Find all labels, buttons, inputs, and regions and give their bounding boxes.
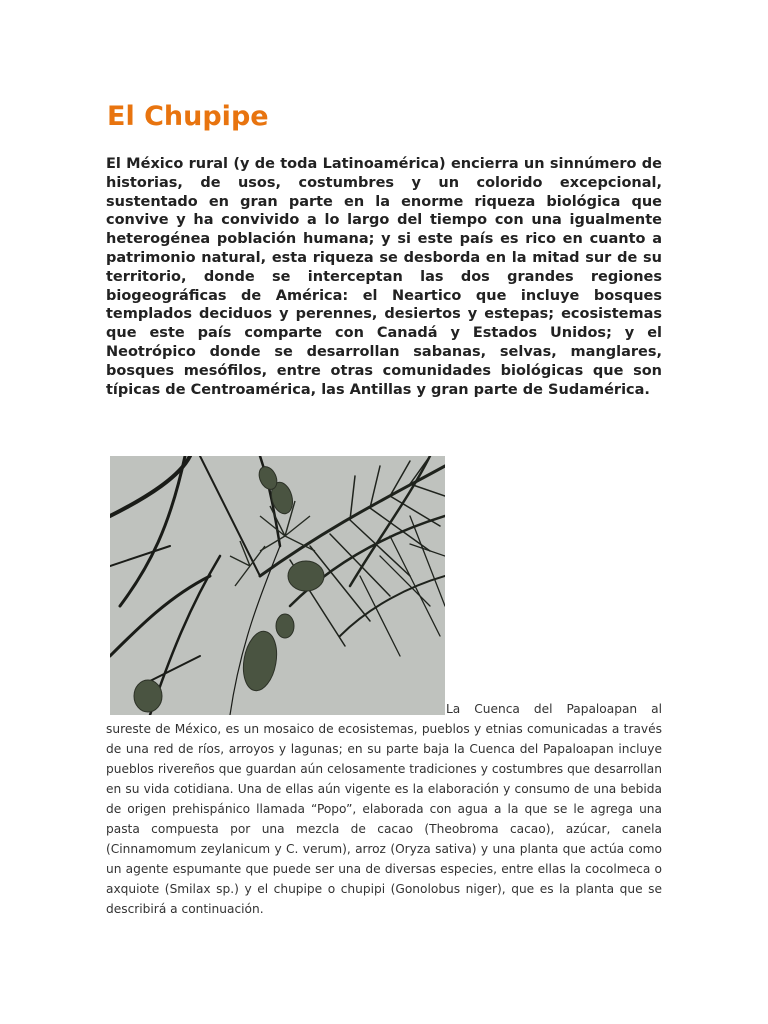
caption-paragraph: sureste de México, es un mosaico de ecosistemas, pueblos y etnias comunicadas a través de una red de ríos, arroyos y lagunas; en su parte baja la Cuenca del Papaloapan incluye pueblos rivereños que guardan aún celosamente tradiciones y costumbres que desarrollan en su vida cotidiana. Una de ellas aún vigente es la elaboración y consumo de una bebida de origen prehispánico llamada “Popo”, elaborada con agua a la que se le agrega una pasta compuesta por una mezcla de cacao (Theobroma cacao), azúcar, canela (Cinnamomum zeylanicum y C. verum), arroz (Oryza sativa) y una planta que actúa como un agente espumante que puede ser una de diversas especies, entre ellas la cocolmeca o axquiote (Smilax sp.) y el chupipe o chupipi (Gonolobus niger), que es la planta que se describirá a continuación. (106, 722, 662, 916)
intro-paragraph: El México rural (y de toda Latinoamérica) encierra un sinnúmero de historias, de usos, costumbres y un colorido excepcional, sustentado en gran parte en la enorme riqueza biológica que convive y ha convivido a lo largo del tiempo con una igualmente heterogénea población humana; y si este país es rico en cuanto a patrimonio natural, esta riqueza se desborda en la mitad sur de su territorio, donde se interceptan las dos grandes regiones biogeográficas de América: el Neartico que incluye bosques templados deciduos y perennes, desiertos y estepas; ecosistemas que este país comparte con Canadá y Estados Unidos; y el Neotrópico donde se desarrollan sabanas, selvas, manglares, bosques mesófilos, entre otras comunidades biológicas que son típicas de Centroamérica, las Antillas y gran parte de Sudamérica. (106, 156, 662, 398)
chupipe-plant-photo (110, 456, 445, 715)
caption-first-line: La Cuenca del Papaloapan al (446, 702, 662, 716)
article-title: El Chupipe (107, 101, 269, 132)
